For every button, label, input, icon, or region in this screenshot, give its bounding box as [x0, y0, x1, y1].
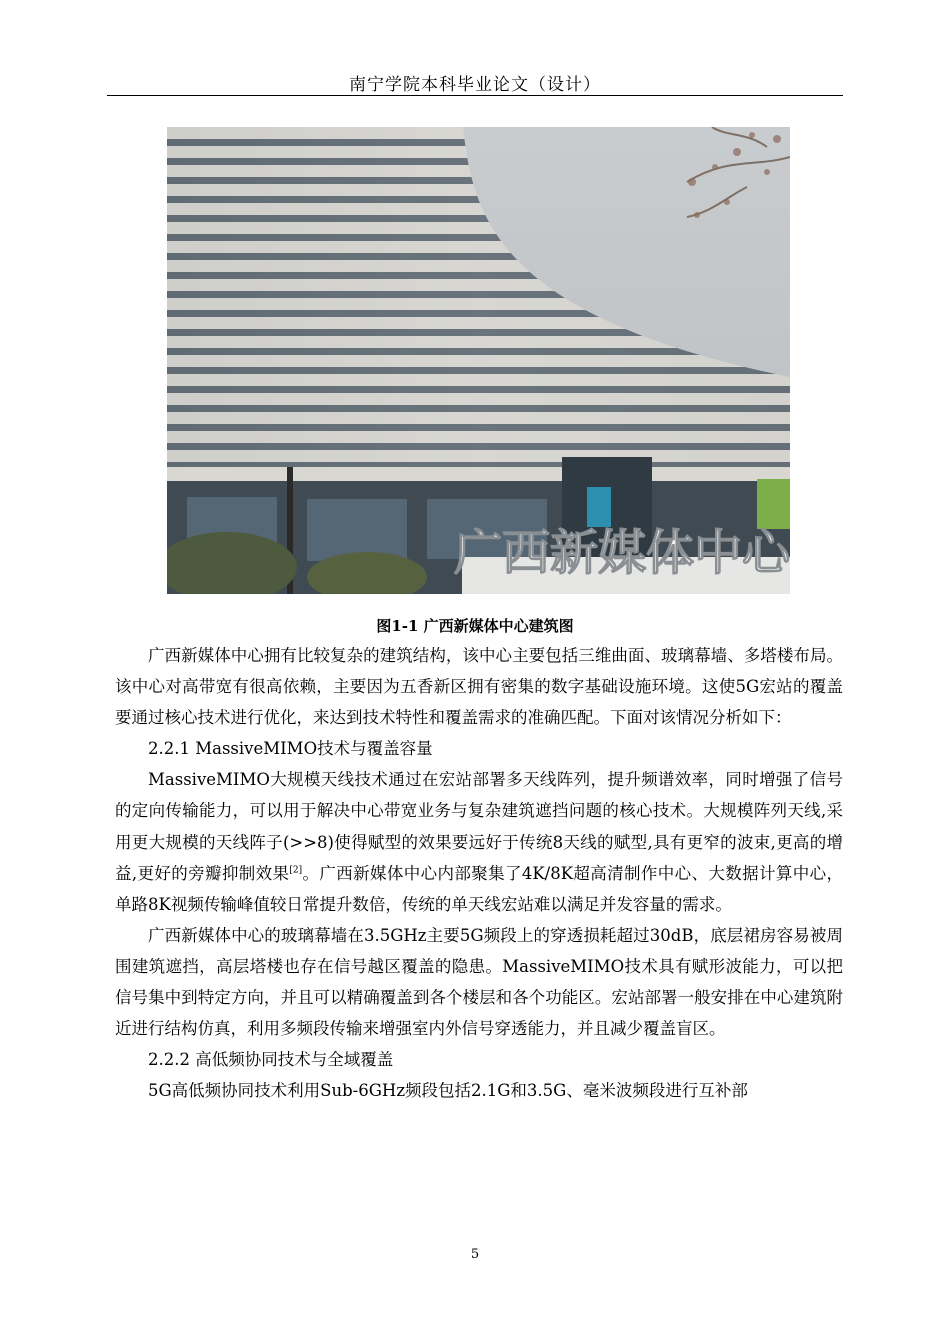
paragraph-1: 广西新媒体中心拥有比较复杂的建筑结构，该中心主要包括三维曲面、玻璃幕墙、多塔楼布局。该中心对高带宽有很高依赖，主要因为五香新区拥有密集的数字基础设施环境。这使5G宏站的覆盖要通过核心技术进行优化，来达到技术特性和覆盖需求的准确匹配。下面对该情况分析如下：: [115, 646, 843, 728]
header-rule: [107, 95, 843, 96]
section-heading-2-2-2: 2.2.2 高低频协同技术与全域覆盖: [148, 1050, 394, 1070]
page-number: 5: [470, 1247, 480, 1262]
paragraph-4: 5G高低频协同技术利用Sub-6GHz频段包括2.1G和3.5G、毫米波频段进行互补部: [148, 1081, 748, 1101]
section-heading-2-2-1: 2.2.1 MassiveMIMO技术与覆盖容量: [148, 739, 433, 759]
sign-text: 广西新媒体中心: [453, 525, 790, 581]
paragraph-3: 广西新媒体中心的玻璃幕墙在3.5GHz主要5G频段上的穿透损耗超过30dB，底层裙房容易被周围建筑遮挡，高层塔楼也存在信号越区覆盖的隐患。MassiveMIMO技术具有赋形波能力，可以把信号集中到特定方向，并且可以精确覆盖到各个楼层和各个功能区。宏站部署一般安排在中心建筑附近进行结构仿真，利用多频段传输来增强室内外信号穿透能力，并且减少覆盖盲区。: [115, 925, 843, 1039]
body-text: [115, 640, 843, 1106]
paragraph-2-text-b: 。广西新媒体中心内部聚集了4K/8K超高清制作中心、大数据计算中心，单路8K视频传输峰值较日常提升数倍，传统的单天线宏站难以满足并发容量的需求。: [115, 863, 843, 914]
building-photo: [167, 127, 790, 594]
figure-caption: 图1-1 广西新媒体中心建筑图: [376, 617, 574, 635]
page-header-title: 南宁学院本科毕业论文（设计）: [349, 75, 601, 95]
paragraph-2-text-a: MassiveMIMO大规模天线技术通过在宏站部署多天线阵列，提升频谱效率，同时增强了信号的定向传输能力，可以用于解决中心带宽业务与复杂建筑遮挡问题的核心技术。大规模阵列天线,采用更大规模的天线阵子(>>8)使得赋型的效果要远好于传统8天线的赋型,具有更窄的波束,更高的增益,更好的旁瓣抑制效果: [115, 770, 843, 883]
citation-ref: [2]: [289, 865, 303, 876]
paragraph-2: [115, 764, 843, 919]
